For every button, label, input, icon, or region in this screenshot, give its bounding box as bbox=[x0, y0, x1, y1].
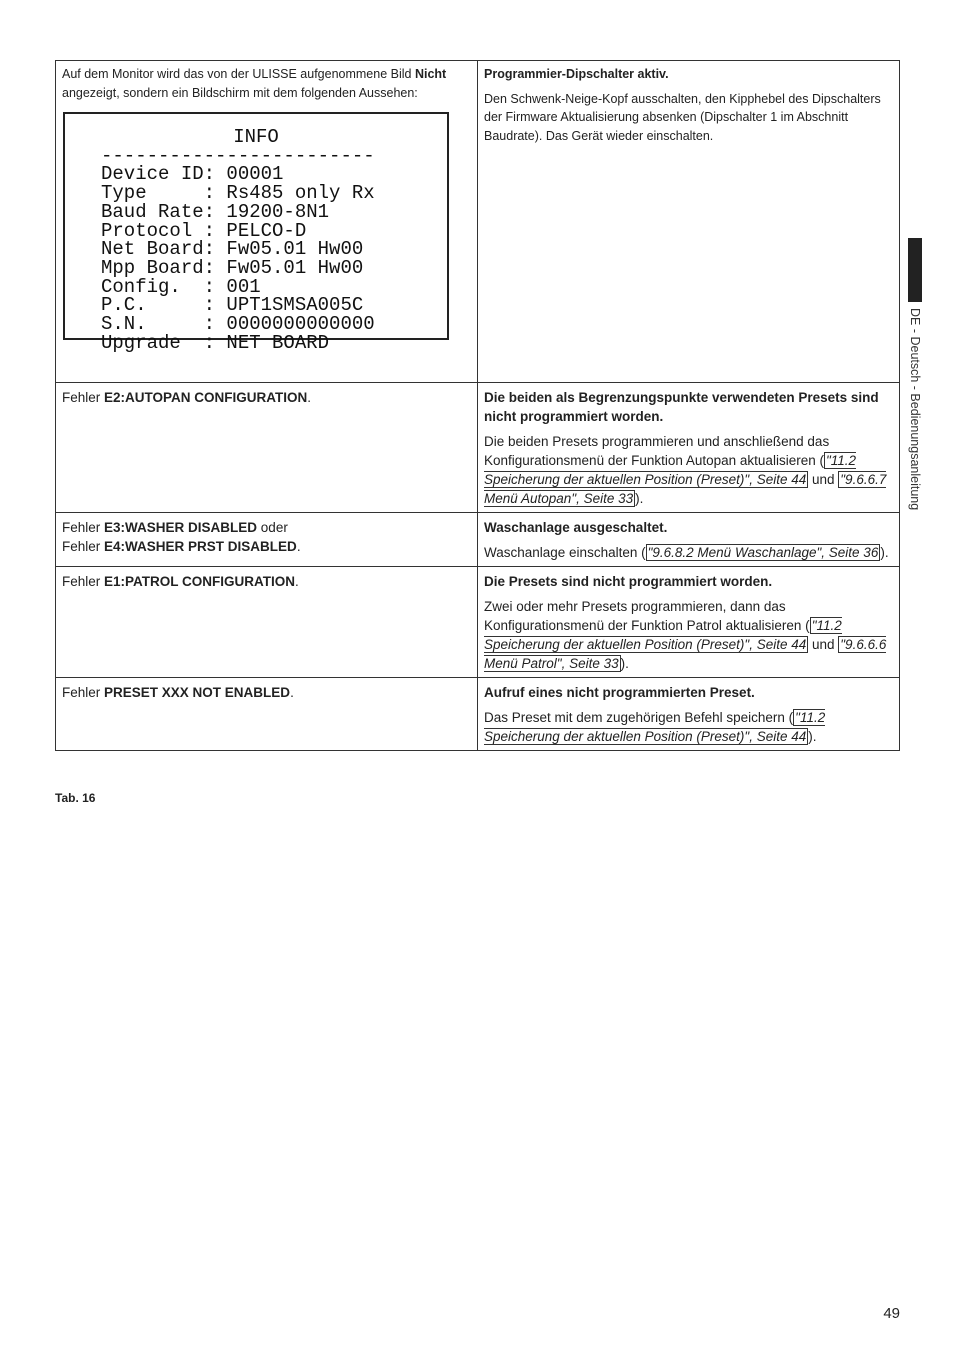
cause-text: Die beiden als Begrenzungspunkte verwendeten Presets sind nicht programmiert worden. bbox=[484, 390, 879, 424]
problem-cell: Fehler E2:AUTOPAN CONFIGURATION. bbox=[56, 383, 478, 513]
monitor-line: S.N. : 0000000000000 bbox=[101, 313, 375, 336]
side-tab-marker bbox=[908, 238, 922, 302]
problem-cell: Auf dem Monitor wird das von der ULISSE aufgenommene Bild Nicht angezeigt, sondern ein Bildschirm mit dem folgenden Aussehen: INFO ------------------------ Device ID: 00001 Type : Rs485 only Rx Baud Rate: 19200-8N1 Protocol : PELCO-D Net Board: Fw05.01 Hw00 Mpp Board: Fw05.01 Hw00 Config. : 001 P.C. : UPT1SMSA005C S.N. : 0000000000000 Upgrade : NET BOARD bbox=[56, 61, 478, 383]
cross-reference-link[interactable]: "11.2 Speicherung der aktuellen Position (Preset)", Seite 44 bbox=[484, 618, 842, 652]
cross-reference-link[interactable]: "9.6.6.6 Menü Patrol", Seite 33 bbox=[484, 637, 887, 671]
monitor-line: Mpp Board: Fw05.01 Hw00 bbox=[101, 256, 364, 279]
solution-cell bbox=[478, 513, 900, 567]
monitor-screen bbox=[63, 112, 449, 354]
solution-text: Das Preset mit dem zugehörigen Befehl speichern ( "11.2 Speicherung der aktuellen Position (Preset)", Seite 44 ). bbox=[484, 710, 826, 744]
troubleshooting-table bbox=[55, 60, 900, 751]
cause-text: Die Presets sind nicht programmiert worden. bbox=[484, 574, 773, 589]
cross-reference-link[interactable]: "11.2 Speicherung der aktuellen Position (Preset)", Seite 44 bbox=[484, 710, 826, 744]
monitor-line: Device ID: 00001 bbox=[101, 163, 284, 186]
cause-text: Aufruf eines nicht programmierten Preset. bbox=[484, 685, 755, 700]
cross-reference-link[interactable]: "11.2 Speicherung der aktuellen Position (Preset)", Seite 44 bbox=[484, 453, 857, 487]
solution-text: Zwei oder mehr Presets programmieren, dann das Konfigurationsmenü der Funktion Patrol aktualisieren ( "11.2 Speicherung der aktuellen Position (Preset)", Seite 44 und "9.6.6.6 Menü Patrol", Seite 33 ). bbox=[484, 599, 887, 671]
table-row bbox=[56, 61, 900, 383]
monitor-divider: ------------------------ bbox=[101, 144, 375, 167]
cause-text: Programmier-Dipschalter aktiv. bbox=[484, 67, 669, 81]
solution-cell bbox=[478, 61, 900, 383]
problem-cell: Fehler E1:PATROL CONFIGURATION. bbox=[56, 567, 478, 678]
monitor-line: Type : Rs485 only Rx bbox=[101, 182, 375, 205]
table-row bbox=[56, 513, 900, 567]
monitor-line: Protocol : PELCO-D bbox=[101, 219, 307, 242]
table-row bbox=[56, 678, 900, 751]
cross-reference-link[interactable]: "9.6.6.7 Menü Autopan", Seite 33 bbox=[484, 472, 887, 506]
solution-text: Den Schwenk-Neige-Kopf ausschalten, den Kipphebel des Dipschalters der Firmware Aktualisierung absenken (Dipschalter 1 im Abschnitt Baudrate). Das Gerät wieder einschalten. bbox=[484, 91, 881, 143]
solution-text: Die beiden Presets programmieren und anschließend das Konfigurationsmenü der Funktion Autopan aktualisieren ( "11.2 Speicherung der aktuellen Position (Preset)", Seite 44 und "9.6.6.7 Menü Autopan", Seite 33 ). bbox=[484, 434, 887, 506]
table-row bbox=[56, 567, 900, 678]
monitor-title: INFO bbox=[233, 126, 279, 148]
page-number: 49 bbox=[883, 1305, 900, 1322]
problem-cell: Fehler E3:WASHER DISABLED oder Fehler E4:WASHER PRST DISABLED. bbox=[56, 513, 478, 567]
solution-cell bbox=[478, 678, 900, 751]
monitor-line: Net Board: Fw05.01 Hw00 bbox=[101, 238, 364, 261]
monitor-line: Upgrade : NET BOARD bbox=[101, 331, 330, 354]
monitor-line: Config. : 001 bbox=[101, 275, 261, 298]
table-row bbox=[56, 383, 900, 513]
table-caption: Tab. 16 bbox=[55, 791, 96, 805]
side-section-label: DE - Deutsch - Bedienungsanleitung bbox=[908, 308, 922, 511]
solution-cell bbox=[478, 383, 900, 513]
solution-text: Waschanlage einschalten ( "9.6.8.2 Menü Waschanlage", Seite 36 ). bbox=[484, 545, 889, 560]
cause-text: Waschanlage ausgeschaltet. bbox=[484, 520, 668, 535]
cross-reference-link[interactable]: "9.6.8.2 Menü Waschanlage", Seite 36 bbox=[647, 545, 879, 560]
monitor-line: Baud Rate: 19200-8N1 bbox=[101, 200, 330, 223]
solution-cell bbox=[478, 567, 900, 678]
monitor-line: P.C. : UPT1SMSA005C bbox=[101, 294, 364, 317]
problem-cell: Fehler PRESET XXX NOT ENABLED. bbox=[56, 678, 478, 751]
